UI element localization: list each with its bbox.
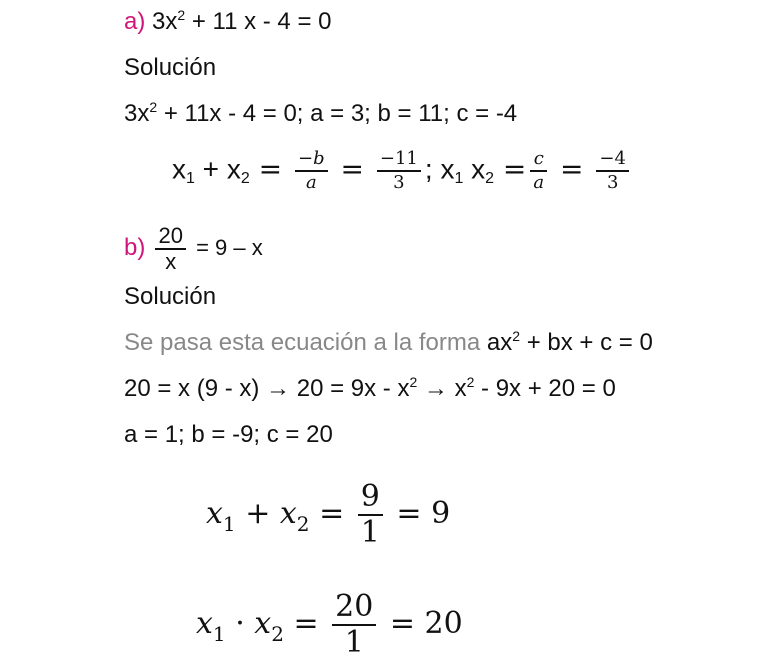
equals-sign: = (494, 152, 527, 186)
transform-exp1: 2 (409, 374, 418, 390)
equals-sign: = (380, 606, 425, 641)
form-rest: + bx + c = 0 (520, 329, 653, 356)
transform-step2: 20 = 9x - x (290, 375, 410, 402)
equals-sign: = (309, 496, 354, 531)
equals-sign: = (249, 152, 291, 186)
part-a-vieta-relations (172, 148, 633, 194)
part-a-coeff-exp: 2 (149, 99, 158, 115)
part-b-form-sentence (124, 329, 653, 359)
x2-subscript: 2 (296, 512, 310, 536)
fraction-denominator: 3 (606, 172, 619, 193)
fraction-neg4-over-3 (596, 148, 629, 194)
form-ax-term: ax (486, 329, 513, 356)
part-b-coefficients: a = 1; b = -9; c = 20 (124, 421, 333, 448)
part-a-eq-rest: + 11 x - 4 = 0 (185, 8, 332, 35)
part-b-solution-label: Solución (124, 283, 217, 310)
part-b-equation (124, 224, 263, 274)
equals-sign: = (331, 152, 373, 186)
fraction-denominator: 1 (360, 515, 380, 550)
transform-step1: 20 = x (9 - x) (124, 375, 267, 402)
x1-subscript: 1 (212, 622, 226, 646)
part-a-coeff-term: 3x (124, 100, 150, 127)
fraction-9-over-1 (358, 480, 383, 550)
x2-subscript: 2 (271, 622, 284, 646)
multiplication-dot: · (225, 606, 255, 641)
x1-subscript: 1 (186, 170, 195, 188)
fraction-denominator: 3 (393, 172, 405, 193)
part-a-marker: a) (124, 8, 146, 35)
fraction-numerator: c (530, 148, 547, 172)
equals-sign: = (386, 496, 432, 531)
equals-sign: = (283, 606, 329, 641)
fraction-20-over-x (155, 224, 185, 274)
fraction-neg11-over-3 (377, 148, 421, 194)
x1-subscript: 1 (454, 170, 464, 188)
x1-symbol: x (196, 606, 213, 641)
product-result: 20 (424, 606, 463, 641)
x2-symbol: x (279, 496, 297, 531)
fraction-numerator: 9 (358, 480, 383, 516)
form-intro-text: Se pasa esta ecuación a la forma (124, 329, 487, 356)
part-a-eq-exp: 2 (177, 7, 186, 23)
x2-subscript: 2 (240, 170, 250, 188)
part-b-sum-of-roots (206, 480, 450, 550)
x2-symbol: x (226, 153, 241, 185)
x2-symbol: x (254, 606, 272, 641)
fraction-denominator: a (533, 172, 545, 193)
arrow-icon: → (266, 375, 291, 402)
part-a-equation (124, 8, 331, 38)
fraction-denominator: a (305, 172, 317, 193)
fraction-denominator: x (165, 249, 177, 274)
fraction-20-over-1 (332, 590, 376, 660)
transform-exp2: 2 (466, 374, 475, 390)
fraction-neg-b-over-a (295, 148, 328, 194)
fraction-numerator: 20 (155, 224, 185, 250)
part-b-transform (124, 375, 616, 405)
equals-sign: = (551, 152, 593, 186)
separator: ; (424, 153, 441, 185)
part-b-product-of-roots (196, 590, 463, 660)
form-exponent: 2 (512, 328, 521, 344)
part-a-coefficients (124, 100, 517, 130)
fraction-denominator: 1 (344, 625, 364, 660)
part-b-marker: b) (124, 233, 146, 261)
transform-step4: - 9x + 20 = 0 (474, 375, 616, 402)
x2-symbol: x (463, 153, 486, 185)
fraction-numerator: 20 (332, 590, 376, 626)
transform-step3: x (454, 375, 467, 402)
arrow-icon: → (417, 375, 455, 402)
x1-symbol: x (206, 496, 223, 531)
part-b-eq-rest: = 9 – x (189, 234, 263, 260)
plus-sign: + (235, 496, 280, 531)
fraction-numerator: −11 (377, 148, 421, 172)
part-a-coeff-rest: + 11x - 4 = 0; a = 3; b = 11; c = -4 (157, 100, 518, 127)
fraction-numerator: −4 (596, 148, 629, 172)
x1-symbol: x (440, 153, 455, 185)
x1-symbol: x (172, 153, 186, 185)
plus-sign: + (194, 153, 227, 185)
fraction-c-over-a (530, 148, 547, 194)
sum-result: 9 (431, 496, 451, 531)
part-a-solution-label: Solución (124, 54, 217, 81)
part-a-eq-term: 3x (152, 8, 178, 35)
fraction-numerator: −b (295, 148, 328, 172)
x1-subscript: 1 (222, 512, 236, 536)
x2-subscript: 2 (485, 170, 495, 188)
